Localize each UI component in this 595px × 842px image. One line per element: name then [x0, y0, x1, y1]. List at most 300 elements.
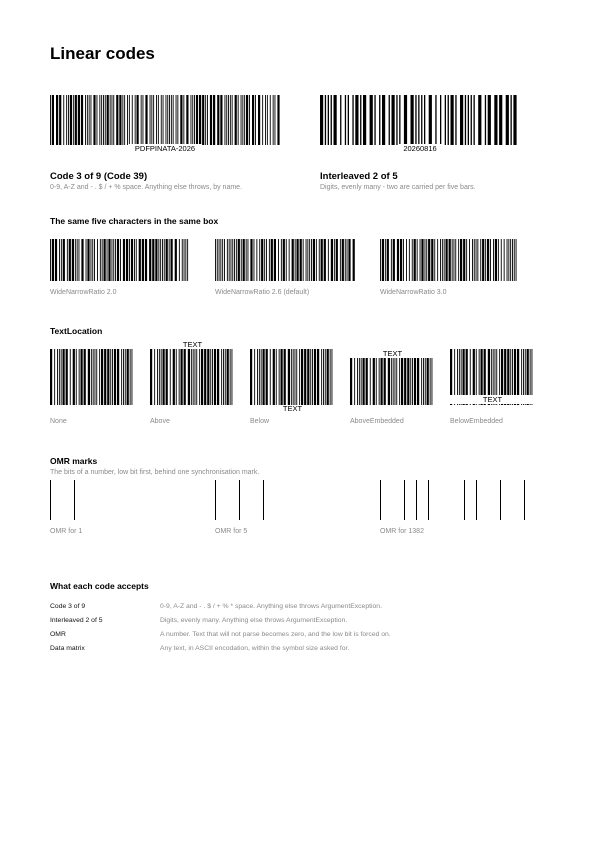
barcode-bar — [301, 349, 303, 405]
barcode-bar — [232, 95, 233, 145]
barcode-bar — [52, 239, 54, 281]
barcode-bar — [392, 95, 395, 145]
barcode-bar — [93, 349, 94, 405]
page-title: Linear codes — [50, 44, 155, 63]
barcode-bar — [271, 239, 273, 281]
barcode-bar — [176, 95, 177, 145]
barcode-bar — [149, 239, 151, 281]
barcode-bar — [428, 239, 430, 281]
ratio-3-0-barcode — [380, 239, 520, 281]
barcode-bar — [175, 239, 177, 281]
barcode-bar — [476, 239, 477, 281]
barcode-bar — [478, 95, 481, 145]
omr-5-svg — [215, 480, 355, 520]
barcode-bar — [252, 95, 254, 145]
barcode-bar — [485, 239, 486, 281]
barcode-bar — [297, 239, 299, 281]
itf-title: Interleaved 2 of 5 — [320, 171, 398, 182]
barcode-bar — [231, 239, 232, 281]
barcode-bar — [440, 95, 441, 145]
barcode-bar — [159, 349, 160, 405]
barcode-bar — [348, 95, 349, 145]
barcode-bar — [179, 239, 180, 281]
barcode-bar — [246, 95, 248, 145]
barcode-bar — [274, 239, 276, 281]
barcode-bar — [242, 95, 243, 145]
barcode-bar — [452, 239, 453, 281]
barcode-bar — [241, 239, 242, 281]
barcode-bar — [214, 349, 216, 405]
barcode-bar — [170, 349, 171, 405]
barcode-bar — [493, 239, 494, 281]
barcode-bar — [391, 239, 392, 281]
barcode-bar — [101, 349, 103, 405]
barcode-bar — [59, 349, 60, 405]
barcode-bar — [176, 349, 177, 405]
barcode-bar — [204, 349, 206, 405]
barcode-bar — [256, 239, 257, 281]
omr-1382-svg — [380, 480, 530, 520]
barcode-bar — [196, 95, 198, 145]
omr-5-caption: OMR for 5 — [215, 528, 248, 535]
barcode-bar — [81, 95, 83, 145]
barcode-bar — [79, 239, 80, 281]
barcode-bar — [210, 349, 211, 405]
barcode-bar — [59, 239, 60, 281]
barcode-bar — [404, 95, 407, 145]
barcode-bar — [114, 349, 116, 405]
barcode-bar — [171, 95, 172, 145]
barcode-bar — [57, 349, 58, 405]
barcode-bar — [166, 349, 168, 405]
barcode-bar — [425, 239, 426, 281]
barcode-bar — [70, 349, 71, 405]
ratio-2-0-bars — [50, 239, 190, 281]
barcode-bar — [166, 95, 167, 145]
barcode-bar — [139, 239, 141, 281]
barcode-bar — [191, 95, 192, 145]
barcode-bar — [50, 349, 52, 405]
ratio-2-6-bars — [215, 239, 355, 281]
barcode-bar — [471, 95, 472, 145]
barcode-bar — [92, 239, 93, 281]
textloc-above-text: TEXT — [182, 340, 203, 349]
barcode-bar — [516, 239, 517, 281]
barcode-bar — [514, 239, 515, 281]
omr-1382-marks — [380, 480, 530, 520]
barcode-bar — [199, 95, 201, 145]
barcode-bar — [421, 239, 423, 281]
barcode-bar — [488, 95, 491, 145]
barcode-bar — [110, 349, 111, 405]
barcode-bar — [259, 349, 260, 405]
barcode-bar — [448, 95, 449, 145]
barcode-bar — [325, 95, 326, 145]
barcode-bar — [303, 239, 304, 281]
barcode-bar — [292, 239, 294, 281]
barcode-bar — [107, 239, 108, 281]
barcode-bar — [458, 239, 459, 281]
barcode-bar — [119, 95, 121, 145]
barcode-bar — [270, 349, 271, 405]
barcode-bar — [415, 95, 416, 145]
barcode-bar — [241, 95, 242, 145]
barcode-bar — [113, 95, 114, 145]
barcode-bar — [380, 239, 381, 281]
omr-heading: OMR marks — [50, 456, 98, 466]
barcode-bar — [327, 349, 329, 405]
barcode-bar — [117, 349, 119, 405]
textloc-below-embedded-text: TEXT — [450, 395, 535, 404]
barcode-bar — [451, 95, 454, 145]
barcode-bar — [273, 95, 274, 145]
textloc-above-barcode — [150, 340, 235, 405]
barcode-bar — [257, 349, 258, 405]
barcode-bar — [226, 95, 227, 145]
barcode-bar — [91, 95, 92, 145]
barcode-bar — [173, 349, 175, 405]
barcode-bar — [194, 95, 195, 145]
barcode-bar — [123, 349, 124, 405]
barcode-bar — [120, 239, 121, 281]
barcode-bar — [166, 239, 168, 281]
barcode-bar — [510, 239, 511, 281]
barcode-bar — [162, 239, 163, 281]
barcode-bar — [323, 349, 324, 405]
barcode-bar — [225, 349, 226, 405]
barcode-bar — [295, 349, 296, 405]
barcode-bar — [437, 239, 438, 281]
barcode-bar — [313, 239, 315, 281]
barcode-bar — [63, 349, 65, 405]
barcode-bar — [81, 239, 83, 281]
barcode-bar — [112, 239, 113, 281]
barcode-bar — [288, 349, 290, 405]
barcode-bar — [61, 239, 62, 281]
barcode-bar — [130, 349, 131, 405]
barcode-bar — [160, 239, 161, 281]
barcode-bar — [153, 95, 154, 145]
barcode-bar — [157, 349, 158, 405]
barcode-bar — [78, 95, 80, 145]
barcode-bar — [123, 239, 125, 281]
barcode-bar — [152, 239, 154, 281]
barcode-bar — [504, 239, 505, 281]
barcode-bar — [66, 95, 67, 145]
barcode-bar — [431, 239, 433, 281]
code39-bars — [50, 95, 280, 145]
barcode-bar — [307, 349, 309, 405]
barcode-bar — [400, 239, 402, 281]
barcode-bar — [250, 349, 252, 405]
barcode-bar — [181, 349, 183, 405]
barcode-bar — [132, 95, 133, 145]
barcode-bar — [50, 95, 51, 145]
ratio-2-6-barcode — [215, 239, 355, 281]
barcode-bar — [56, 95, 58, 145]
barcode-bar — [263, 349, 265, 405]
barcode-bar — [299, 349, 300, 405]
barcode-bar — [145, 95, 147, 145]
barcode-bar — [70, 95, 72, 145]
barcode-bar — [414, 239, 416, 281]
textloc-below-embedded-barcode — [450, 349, 535, 405]
barcode-bar — [75, 95, 77, 145]
barcode-bar — [232, 239, 233, 281]
barcode-bar — [411, 95, 414, 145]
barcode-bar — [225, 95, 226, 145]
barcode-bar — [215, 239, 216, 281]
barcode-bar — [229, 239, 230, 281]
barcode-bar — [460, 95, 463, 145]
code39-title: Code 3 of 9 (Code 39) — [50, 171, 148, 182]
barcode-bar — [191, 349, 192, 405]
barcode-bar — [54, 349, 55, 405]
barcode-bar — [261, 349, 262, 405]
barcode-bar — [69, 239, 71, 281]
barcode-bar — [180, 95, 182, 145]
barcode-bar — [79, 349, 80, 405]
barcode-bar — [469, 239, 470, 281]
barcode-bar — [498, 239, 499, 281]
barcode-bar — [63, 239, 65, 281]
barcode-bar — [324, 239, 326, 281]
accepts-code: Data matrix — [50, 645, 85, 652]
barcode-bar — [507, 239, 508, 281]
barcode-bar — [501, 239, 502, 281]
barcode-bar — [61, 349, 62, 405]
barcode-bar — [236, 239, 237, 281]
barcode-bar — [306, 239, 307, 281]
barcode-bar — [131, 239, 133, 281]
barcode-bar — [177, 95, 178, 145]
barcode-bar — [217, 239, 218, 281]
barcode-bar — [254, 239, 255, 281]
barcode-bar — [143, 95, 144, 145]
itf-bars — [320, 95, 520, 145]
barcode-bar — [234, 239, 235, 281]
barcode-bar — [261, 239, 263, 281]
barcode-bar — [156, 95, 157, 145]
barcode-bar — [455, 239, 456, 281]
barcode-bar — [399, 95, 400, 145]
barcode-bar — [169, 239, 170, 281]
accepts-code: Code 3 of 9 — [50, 603, 86, 610]
barcode-bar — [238, 239, 240, 281]
barcode-bar — [96, 349, 97, 405]
barcode-bar — [135, 95, 136, 145]
barcode-bar — [238, 95, 239, 145]
barcode-bar — [67, 239, 68, 281]
barcode-bar — [281, 349, 283, 405]
barcode-bar — [270, 95, 271, 145]
barcode-bar — [154, 349, 155, 405]
barcode-bar — [264, 239, 265, 281]
barcode-bar — [363, 95, 366, 145]
barcode-bar — [418, 95, 419, 145]
barcode-bar — [164, 239, 165, 281]
barcode-bar — [223, 349, 224, 405]
barcode-bar — [508, 239, 509, 281]
barcode-bar — [121, 349, 122, 405]
barcode-bar — [73, 95, 74, 145]
omr-1-caption: OMR for 1 — [50, 528, 83, 535]
barcode-bar — [393, 239, 395, 281]
barcode-bar — [266, 349, 268, 405]
barcode-bar — [108, 239, 110, 281]
barcode-bar — [506, 95, 509, 145]
barcode-bar — [161, 349, 162, 405]
barcode-bar — [86, 239, 87, 281]
barcode-bar — [499, 95, 502, 145]
barcode-bar — [134, 239, 135, 281]
barcode-bar — [188, 349, 190, 405]
barcode-bar — [334, 239, 335, 281]
barcode-bar — [426, 239, 427, 281]
barcode-bar — [429, 95, 432, 145]
barcode-bar — [385, 239, 386, 281]
barcode-bar — [95, 349, 96, 405]
barcode-bar — [75, 239, 76, 281]
ratio-2-0-barcode — [50, 239, 190, 281]
barcode-bar — [212, 349, 213, 405]
barcode-bar — [93, 95, 95, 145]
barcode-bar — [210, 95, 212, 145]
barcode-bar — [434, 239, 435, 281]
barcode-bar — [472, 239, 473, 281]
barcode-bar — [107, 349, 109, 405]
barcode-bar — [112, 349, 113, 405]
barcode-bar — [317, 349, 319, 405]
barcode-bar — [217, 349, 219, 405]
barcode-bar — [192, 95, 193, 145]
textloc-below-caption: Below — [250, 418, 270, 425]
barcode-bar — [513, 95, 516, 145]
barcode-bar — [334, 95, 337, 145]
barcode-bar — [487, 239, 489, 281]
barcode-bar — [103, 95, 104, 145]
barcode-bar — [435, 95, 436, 145]
barcode-bar — [275, 95, 276, 145]
barcode-bar — [173, 95, 174, 145]
ratio-3-0-bars — [380, 239, 520, 281]
barcode-bar — [276, 349, 277, 405]
barcode-bar — [311, 239, 312, 281]
barcode-bar — [466, 239, 467, 281]
barcode-bar — [417, 239, 418, 281]
barcode-bar — [220, 95, 222, 145]
barcode-bar — [480, 239, 481, 281]
barcode-bar — [295, 239, 296, 281]
barcode-bar — [325, 349, 326, 405]
barcode-bar — [68, 95, 69, 145]
barcode-bar — [213, 95, 215, 145]
barcode-bar — [320, 95, 323, 145]
barcode-bar — [219, 239, 220, 281]
barcode-bar — [199, 349, 200, 405]
barcode-bar — [494, 95, 497, 145]
barcode-bar — [328, 95, 329, 145]
barcode-bar — [104, 349, 106, 405]
barcode-bar — [193, 349, 194, 405]
barcode-bar — [396, 95, 397, 145]
barcode-bar — [151, 95, 152, 145]
barcode-bar — [465, 95, 466, 145]
barcode-bar — [455, 95, 456, 145]
barcode-bar — [127, 349, 129, 405]
textloc-below-text: TEXT — [282, 404, 303, 413]
barcode-bar — [124, 95, 125, 145]
omr-1-svg — [50, 480, 190, 520]
textloc-heading: TextLocation — [50, 326, 103, 336]
barcode-bar — [312, 349, 313, 405]
barcode-bar — [340, 95, 341, 145]
barcode-bar — [169, 95, 170, 145]
barcode-bar — [304, 349, 306, 405]
barcode-bar — [184, 349, 186, 405]
barcode-bar — [340, 239, 341, 281]
barcode-bar — [445, 95, 446, 145]
barcode-bar — [94, 239, 95, 281]
barcode-bar — [269, 239, 270, 281]
barcode-bar — [474, 95, 475, 145]
barcode-bar — [202, 95, 204, 145]
barcode-bar — [347, 239, 348, 281]
omr-1-marks — [50, 480, 190, 520]
barcode-bar — [107, 95, 109, 145]
barcode-bar — [207, 95, 208, 145]
barcode-bar — [249, 95, 250, 145]
barcode-bar — [105, 95, 106, 145]
barcode-bar — [342, 239, 344, 281]
barcode-bar — [286, 239, 287, 281]
barcode-bar — [129, 95, 130, 145]
barcode-bar — [382, 239, 384, 281]
barcode-bar — [104, 239, 106, 281]
code39-barcode — [50, 95, 280, 153]
barcode-bar — [127, 95, 128, 145]
barcode-bar — [319, 239, 320, 281]
barcode-bar — [370, 95, 373, 145]
barcode-bar — [374, 95, 375, 145]
barcode-bar — [136, 239, 137, 281]
barcode-bar — [217, 95, 219, 145]
barcode-bar — [235, 95, 237, 145]
accepts-text: 0-9, A-Z and - . $ / + % * space. Anything else throws ArgumentException. — [160, 603, 382, 610]
barcode-bar — [89, 95, 90, 145]
barcode-bar — [100, 239, 101, 281]
barcode-bar — [167, 95, 168, 145]
barcode-bar — [244, 95, 245, 145]
barcode-bar — [267, 95, 268, 145]
barcode-bar — [158, 239, 159, 281]
barcode-bar — [289, 239, 290, 281]
barcode-bar — [382, 95, 385, 145]
barcode-bar — [99, 349, 100, 405]
barcode-bar — [182, 239, 183, 281]
barcode-bar — [449, 239, 451, 281]
itf-barcode — [320, 95, 520, 153]
textloc-above-caption: Above — [150, 418, 170, 425]
barcode-bar — [195, 349, 196, 405]
barcode-bar — [227, 349, 229, 405]
ratio-2-0-caption: WideNarrowRatio 2.0 — [50, 289, 117, 296]
barcode-bar — [321, 239, 323, 281]
barcode-bar — [220, 239, 221, 281]
barcode-bar — [196, 349, 197, 405]
barcode-bar — [345, 239, 346, 281]
barcode-bar — [316, 239, 317, 281]
